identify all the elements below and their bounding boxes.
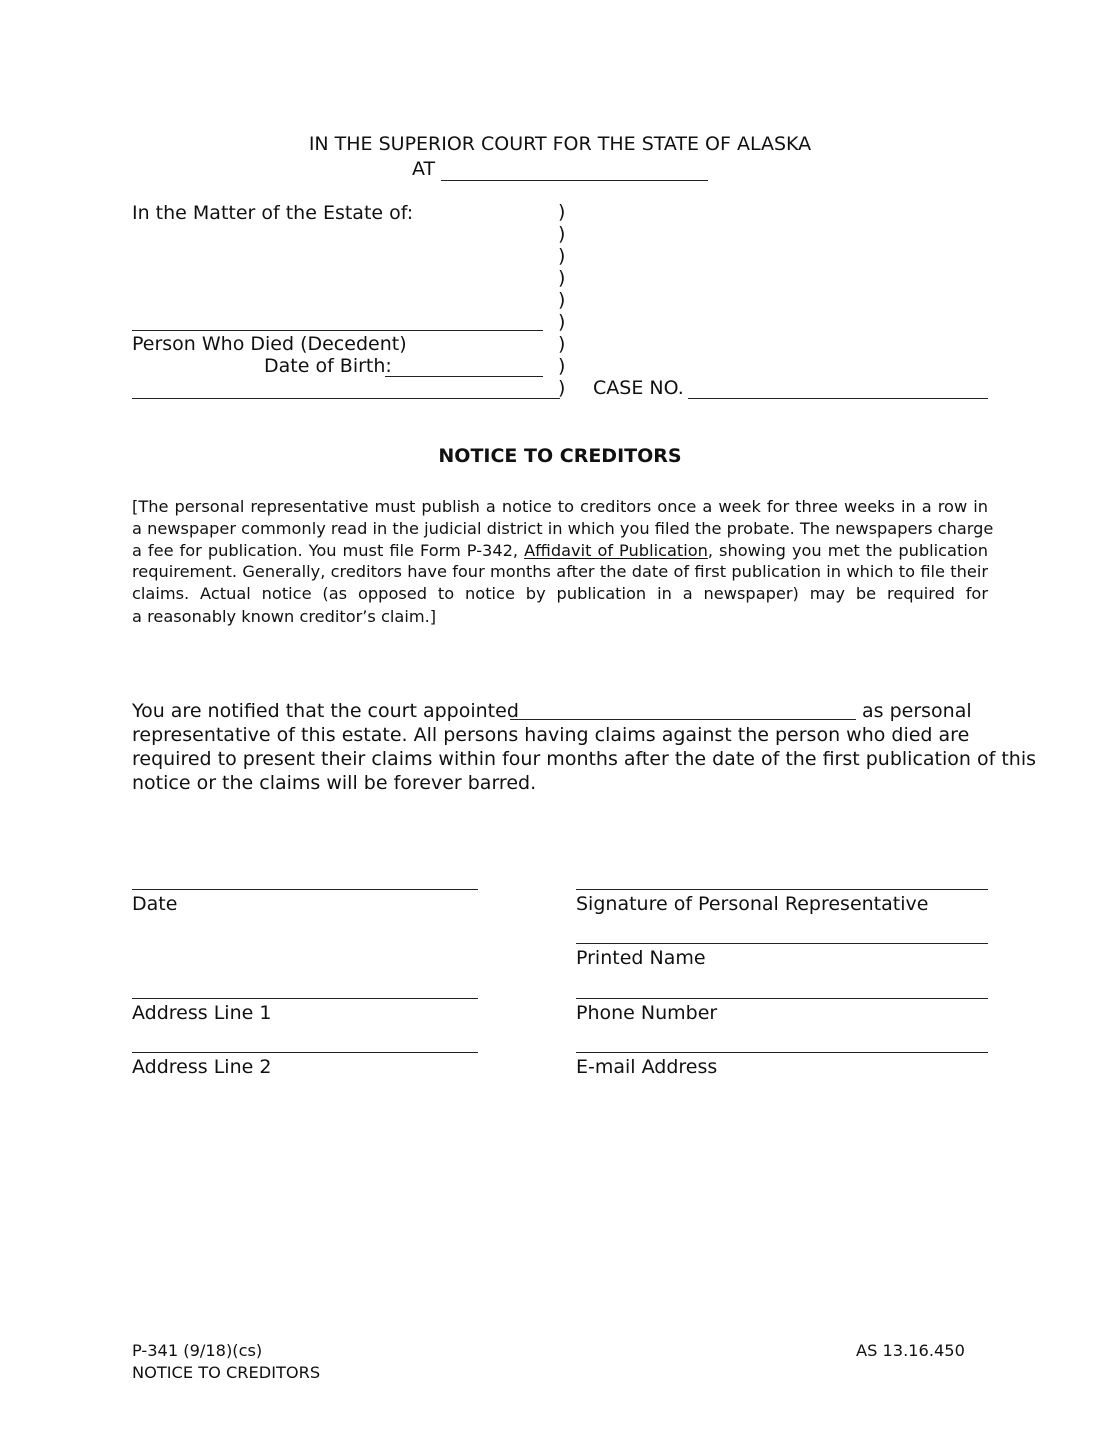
dob-underline xyxy=(385,376,543,377)
instructions-line: claims. Actual notice (as opposed to notice by publication in a newspaper) may be required for xyxy=(132,584,988,603)
form-number: P-341 (9/18)(cs) xyxy=(132,1341,263,1360)
personal-representative-field[interactable] xyxy=(512,698,854,718)
signature-label: Signature of Personal Representative xyxy=(576,893,929,915)
at-label: AT xyxy=(412,158,436,180)
notice-text: notice or the claims will be forever barred. xyxy=(132,772,537,794)
caption-paren: ) xyxy=(558,223,566,245)
form-title-footer: NOTICE TO CREDITORS xyxy=(132,1363,321,1382)
decedent-label: Person Who Died (Decedent) xyxy=(132,333,407,355)
personal-representative-underline xyxy=(510,719,856,720)
address-line-2-label: Address Line 2 xyxy=(132,1056,272,1078)
phone-number-label: Phone Number xyxy=(576,1002,718,1024)
date-label: Date xyxy=(132,893,178,915)
caption-paren: ) xyxy=(558,311,566,333)
printed-name-label: Printed Name xyxy=(576,947,706,969)
date-field[interactable] xyxy=(134,868,476,888)
caption-paren: ) xyxy=(558,333,566,355)
court-location-field[interactable] xyxy=(443,160,708,180)
instructions-text: , showing you met the publication xyxy=(707,541,988,560)
court-title: IN THE SUPERIOR COURT FOR THE STATE OF ALASKA xyxy=(308,133,812,155)
caption-paren: ) xyxy=(558,289,566,311)
estate-matter-label: In the Matter of the Estate of: xyxy=(132,202,414,224)
caption-paren: ) xyxy=(558,377,566,399)
caption-paren: ) xyxy=(558,267,566,289)
affidavit-of-publication-link[interactable]: Affidavit of Publication xyxy=(524,541,708,560)
printed-name-field[interactable] xyxy=(578,922,986,942)
instructions-line: a reasonably known creditor’s claim.] xyxy=(132,607,437,626)
dob-label: Date of Birth: xyxy=(264,355,392,377)
notice-text: required to present their claims within four months after the date of the first publication of this xyxy=(132,748,1037,770)
caption-paren: ) xyxy=(558,201,566,223)
instructions-text: a fee for publication. You must file Form P-342, xyxy=(132,541,519,560)
address-line-1-underline xyxy=(132,998,478,999)
notice-text: You are notified that the court appointed xyxy=(132,700,519,722)
notice-text: representative of this estate. All persons having claims against the person who died are xyxy=(132,724,970,746)
decedent-name-field[interactable] xyxy=(134,309,542,329)
email-address-underline xyxy=(576,1052,988,1053)
court-location-underline xyxy=(441,180,708,181)
address-line-1-label: Address Line 1 xyxy=(132,1002,272,1024)
caption-paren: ) xyxy=(558,245,566,267)
instructions-line: [The personal representative must publish a notice to creditors once a week for three weeks in a row in xyxy=(132,497,988,516)
signature-underline xyxy=(576,889,988,890)
case-no-underline xyxy=(688,398,988,399)
caption-bottom-line xyxy=(132,398,560,399)
address-line-2-field[interactable] xyxy=(134,1031,476,1051)
address-line-1-field[interactable] xyxy=(134,977,476,997)
signature-field[interactable] xyxy=(578,868,986,888)
instructions-line: a newspaper commonly read in the judicial district in which you filed the probate. The newspapers charge xyxy=(132,519,994,538)
decedent-name-underline xyxy=(132,330,543,331)
notice-text: as personal xyxy=(862,700,972,722)
email-address-field[interactable] xyxy=(578,1031,986,1051)
phone-number-field[interactable] xyxy=(578,977,986,997)
printed-name-underline xyxy=(576,943,988,944)
instructions-line: requirement. Generally, creditors have four months after the date of first publication in which to file their xyxy=(132,562,988,581)
statute-reference: AS 13.16.450 xyxy=(856,1341,965,1360)
document-title: NOTICE TO CREDITORS xyxy=(438,445,682,467)
instructions-line xyxy=(132,540,988,562)
case-no-field[interactable] xyxy=(690,377,986,397)
email-address-label: E-mail Address xyxy=(576,1056,718,1078)
caption-paren: ) xyxy=(558,355,566,377)
phone-number-underline xyxy=(576,998,988,999)
dob-field[interactable] xyxy=(387,356,542,376)
address-line-2-underline xyxy=(132,1052,478,1053)
date-underline xyxy=(132,889,478,890)
case-no-label: CASE NO. xyxy=(593,377,684,399)
